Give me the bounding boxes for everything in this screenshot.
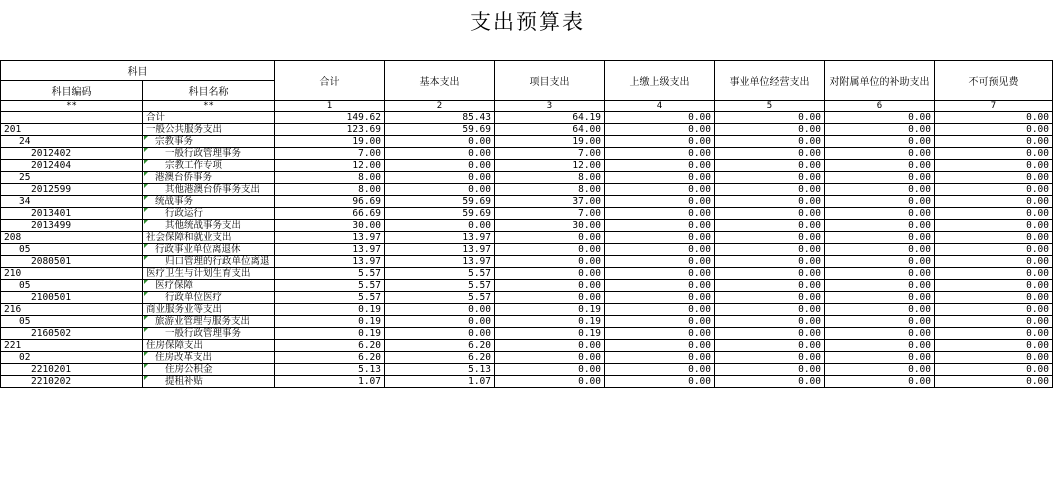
table-row bbox=[1, 352, 1053, 364]
subsidy-value-cell: 0.00 bbox=[825, 304, 935, 316]
total-value-cell: 5.13 bbox=[275, 364, 385, 376]
column-mark: 6 bbox=[825, 101, 935, 112]
business-value-cell: 0.00 bbox=[715, 112, 825, 124]
subject-code-cell: 221 bbox=[1, 340, 143, 352]
subject-name-cell: 商业服务业等支出 bbox=[143, 304, 275, 316]
subsidy-value-cell: 0.00 bbox=[825, 364, 935, 376]
total-value-cell: 8.00 bbox=[275, 172, 385, 184]
column-mark: 2 bbox=[385, 101, 495, 112]
budget-table bbox=[0, 60, 1053, 388]
subject-name-cell: 其他港澳台侨事务支出 bbox=[143, 184, 275, 196]
subject-code-cell: 216 bbox=[1, 304, 143, 316]
header-subsidy: 对附属单位的补助支出 bbox=[825, 61, 935, 101]
upper-value-cell: 0.00 bbox=[605, 352, 715, 364]
column-mark: 1 bbox=[275, 101, 385, 112]
upper-value-cell: 0.00 bbox=[605, 244, 715, 256]
header-subject-name: 科目名称 bbox=[143, 81, 275, 101]
business-value-cell: 0.00 bbox=[715, 220, 825, 232]
total-value-cell: 12.00 bbox=[275, 160, 385, 172]
business-value-cell: 0.00 bbox=[715, 340, 825, 352]
project-value-cell: 0.00 bbox=[495, 364, 605, 376]
subject-code-cell: 2013401 bbox=[1, 208, 143, 220]
table-row bbox=[1, 184, 1053, 196]
upper-value-cell: 0.00 bbox=[605, 112, 715, 124]
basic-value-cell: 6.20 bbox=[385, 352, 495, 364]
basic-value-cell: 5.57 bbox=[385, 292, 495, 304]
business-value-cell: 0.00 bbox=[715, 364, 825, 376]
reserve-value-cell: 0.00 bbox=[935, 244, 1053, 256]
table-row bbox=[1, 136, 1053, 148]
table-row bbox=[1, 232, 1053, 244]
reserve-value-cell: 0.00 bbox=[935, 112, 1053, 124]
basic-value-cell: 0.00 bbox=[385, 136, 495, 148]
project-value-cell: 0.19 bbox=[495, 316, 605, 328]
total-value-cell: 13.97 bbox=[275, 244, 385, 256]
header-total: 合计 bbox=[275, 61, 385, 101]
upper-value-cell: 0.00 bbox=[605, 208, 715, 220]
subject-name-cell: 宗教事务 bbox=[143, 136, 275, 148]
subject-code-cell: 05 bbox=[1, 244, 143, 256]
subject-name-cell: 一般行政管理事务 bbox=[143, 328, 275, 340]
subject-code-cell: 2012599 bbox=[1, 184, 143, 196]
business-value-cell: 0.00 bbox=[715, 172, 825, 184]
business-value-cell: 0.00 bbox=[715, 196, 825, 208]
upper-value-cell: 0.00 bbox=[605, 148, 715, 160]
table-row bbox=[1, 112, 1053, 124]
upper-value-cell: 0.00 bbox=[605, 232, 715, 244]
basic-value-cell: 0.00 bbox=[385, 148, 495, 160]
subject-name-cell: 旅游业管理与服务支出 bbox=[143, 316, 275, 328]
table-row bbox=[1, 316, 1053, 328]
total-value-cell: 13.97 bbox=[275, 232, 385, 244]
business-value-cell: 0.00 bbox=[715, 136, 825, 148]
subsidy-value-cell: 0.00 bbox=[825, 244, 935, 256]
business-value-cell: 0.00 bbox=[715, 208, 825, 220]
reserve-value-cell: 0.00 bbox=[935, 280, 1053, 292]
reserve-value-cell: 0.00 bbox=[935, 316, 1053, 328]
basic-value-cell: 0.00 bbox=[385, 220, 495, 232]
total-value-cell: 13.97 bbox=[275, 256, 385, 268]
project-value-cell: 64.00 bbox=[495, 124, 605, 136]
column-mark: ** bbox=[1, 101, 143, 112]
total-value-cell: 149.62 bbox=[275, 112, 385, 124]
subsidy-value-cell: 0.00 bbox=[825, 268, 935, 280]
project-value-cell: 0.00 bbox=[495, 376, 605, 388]
project-value-cell: 7.00 bbox=[495, 208, 605, 220]
basic-value-cell: 59.69 bbox=[385, 208, 495, 220]
basic-value-cell: 59.69 bbox=[385, 124, 495, 136]
header-business: 事业单位经营支出 bbox=[715, 61, 825, 101]
basic-value-cell: 0.00 bbox=[385, 160, 495, 172]
subsidy-value-cell: 0.00 bbox=[825, 328, 935, 340]
subject-code-cell: 210 bbox=[1, 268, 143, 280]
reserve-value-cell: 0.00 bbox=[935, 328, 1053, 340]
project-value-cell: 8.00 bbox=[495, 172, 605, 184]
upper-value-cell: 0.00 bbox=[605, 340, 715, 352]
project-value-cell: 0.00 bbox=[495, 256, 605, 268]
header-upper: 上缴上级支出 bbox=[605, 61, 715, 101]
total-value-cell: 30.00 bbox=[275, 220, 385, 232]
subject-code-cell: 2160502 bbox=[1, 328, 143, 340]
reserve-value-cell: 0.00 bbox=[935, 220, 1053, 232]
project-value-cell: 7.00 bbox=[495, 148, 605, 160]
business-value-cell: 0.00 bbox=[715, 232, 825, 244]
reserve-value-cell: 0.00 bbox=[935, 160, 1053, 172]
reserve-value-cell: 0.00 bbox=[935, 352, 1053, 364]
table-row bbox=[1, 196, 1053, 208]
subsidy-value-cell: 0.00 bbox=[825, 376, 935, 388]
business-value-cell: 0.00 bbox=[715, 160, 825, 172]
project-value-cell: 0.00 bbox=[495, 280, 605, 292]
header-subject-group: 科目 bbox=[1, 61, 275, 81]
project-value-cell: 0.00 bbox=[495, 268, 605, 280]
header-reserve: 不可预见费 bbox=[935, 61, 1053, 101]
total-value-cell: 0.19 bbox=[275, 328, 385, 340]
basic-value-cell: 85.43 bbox=[385, 112, 495, 124]
table-row bbox=[1, 328, 1053, 340]
subsidy-value-cell: 0.00 bbox=[825, 292, 935, 304]
basic-value-cell: 13.97 bbox=[385, 232, 495, 244]
subject-name-cell: 医疗卫生与计划生育支出 bbox=[143, 268, 275, 280]
subject-code-cell: 2080501 bbox=[1, 256, 143, 268]
subject-name-cell: 其他统战事务支出 bbox=[143, 220, 275, 232]
upper-value-cell: 0.00 bbox=[605, 292, 715, 304]
total-value-cell: 5.57 bbox=[275, 280, 385, 292]
reserve-value-cell: 0.00 bbox=[935, 232, 1053, 244]
project-value-cell: 8.00 bbox=[495, 184, 605, 196]
subsidy-value-cell: 0.00 bbox=[825, 136, 935, 148]
subsidy-value-cell: 0.00 bbox=[825, 196, 935, 208]
subject-code-cell: 02 bbox=[1, 352, 143, 364]
subject-name-cell: 提租补贴 bbox=[143, 376, 275, 388]
subject-code-cell: 05 bbox=[1, 316, 143, 328]
subject-name-cell: 统战事务 bbox=[143, 196, 275, 208]
subject-code-cell: 2013499 bbox=[1, 220, 143, 232]
basic-value-cell: 5.57 bbox=[385, 268, 495, 280]
table-row bbox=[1, 292, 1053, 304]
business-value-cell: 0.00 bbox=[715, 148, 825, 160]
upper-value-cell: 0.00 bbox=[605, 256, 715, 268]
table-row bbox=[1, 340, 1053, 352]
subsidy-value-cell: 0.00 bbox=[825, 184, 935, 196]
upper-value-cell: 0.00 bbox=[605, 364, 715, 376]
reserve-value-cell: 0.00 bbox=[935, 364, 1053, 376]
column-index-row bbox=[1, 101, 1053, 112]
table-body bbox=[1, 112, 1053, 388]
subject-name-cell: 医疗保障 bbox=[143, 280, 275, 292]
business-value-cell: 0.00 bbox=[715, 376, 825, 388]
business-value-cell: 0.00 bbox=[715, 328, 825, 340]
table-row bbox=[1, 376, 1053, 388]
subject-name-cell: 社会保障和就业支出 bbox=[143, 232, 275, 244]
basic-value-cell: 0.00 bbox=[385, 184, 495, 196]
upper-value-cell: 0.00 bbox=[605, 124, 715, 136]
reserve-value-cell: 0.00 bbox=[935, 376, 1053, 388]
subsidy-value-cell: 0.00 bbox=[825, 148, 935, 160]
project-value-cell: 0.19 bbox=[495, 328, 605, 340]
project-value-cell: 0.19 bbox=[495, 304, 605, 316]
upper-value-cell: 0.00 bbox=[605, 220, 715, 232]
subject-code-cell: 208 bbox=[1, 232, 143, 244]
basic-value-cell: 1.07 bbox=[385, 376, 495, 388]
table-row bbox=[1, 220, 1053, 232]
subsidy-value-cell: 0.00 bbox=[825, 340, 935, 352]
table-row bbox=[1, 172, 1053, 184]
upper-value-cell: 0.00 bbox=[605, 316, 715, 328]
table-row bbox=[1, 280, 1053, 292]
reserve-value-cell: 0.00 bbox=[935, 148, 1053, 160]
upper-value-cell: 0.00 bbox=[605, 172, 715, 184]
business-value-cell: 0.00 bbox=[715, 268, 825, 280]
subject-code-cell: 2210202 bbox=[1, 376, 143, 388]
subject-code-cell bbox=[1, 112, 143, 124]
subject-code-cell: 34 bbox=[1, 196, 143, 208]
subject-code-cell: 2012404 bbox=[1, 160, 143, 172]
basic-value-cell: 0.00 bbox=[385, 304, 495, 316]
table-row bbox=[1, 148, 1053, 160]
upper-value-cell: 0.00 bbox=[605, 160, 715, 172]
table-row bbox=[1, 268, 1053, 280]
subsidy-value-cell: 0.00 bbox=[825, 208, 935, 220]
basic-value-cell: 5.13 bbox=[385, 364, 495, 376]
reserve-value-cell: 0.00 bbox=[935, 124, 1053, 136]
basic-value-cell: 13.97 bbox=[385, 244, 495, 256]
column-mark: 3 bbox=[495, 101, 605, 112]
subject-code-cell: 2210201 bbox=[1, 364, 143, 376]
table-row bbox=[1, 124, 1053, 136]
total-value-cell: 8.00 bbox=[275, 184, 385, 196]
reserve-value-cell: 0.00 bbox=[935, 256, 1053, 268]
total-value-cell: 1.07 bbox=[275, 376, 385, 388]
project-value-cell: 0.00 bbox=[495, 244, 605, 256]
total-value-cell: 5.57 bbox=[275, 292, 385, 304]
total-value-cell: 96.69 bbox=[275, 196, 385, 208]
upper-value-cell: 0.00 bbox=[605, 196, 715, 208]
total-value-cell: 19.00 bbox=[275, 136, 385, 148]
subject-code-cell: 24 bbox=[1, 136, 143, 148]
upper-value-cell: 0.00 bbox=[605, 304, 715, 316]
reserve-value-cell: 0.00 bbox=[935, 196, 1053, 208]
total-value-cell: 0.19 bbox=[275, 304, 385, 316]
project-value-cell: 0.00 bbox=[495, 292, 605, 304]
subsidy-value-cell: 0.00 bbox=[825, 220, 935, 232]
basic-value-cell: 0.00 bbox=[385, 316, 495, 328]
total-value-cell: 0.19 bbox=[275, 316, 385, 328]
total-value-cell: 7.00 bbox=[275, 148, 385, 160]
subject-code-cell: 2012402 bbox=[1, 148, 143, 160]
upper-value-cell: 0.00 bbox=[605, 328, 715, 340]
column-mark: 7 bbox=[935, 101, 1053, 112]
subject-name-cell: 行政事业单位离退休 bbox=[143, 244, 275, 256]
table-row bbox=[1, 244, 1053, 256]
table-row bbox=[1, 304, 1053, 316]
total-value-cell: 6.20 bbox=[275, 352, 385, 364]
subject-name-cell: 一般公共服务支出 bbox=[143, 124, 275, 136]
reserve-value-cell: 0.00 bbox=[935, 208, 1053, 220]
reserve-value-cell: 0.00 bbox=[935, 184, 1053, 196]
subject-name-cell: 住房改革支出 bbox=[143, 352, 275, 364]
subject-name-cell: 行政运行 bbox=[143, 208, 275, 220]
project-value-cell: 19.00 bbox=[495, 136, 605, 148]
project-value-cell: 64.19 bbox=[495, 112, 605, 124]
subsidy-value-cell: 0.00 bbox=[825, 124, 935, 136]
business-value-cell: 0.00 bbox=[715, 316, 825, 328]
business-value-cell: 0.00 bbox=[715, 304, 825, 316]
subsidy-value-cell: 0.00 bbox=[825, 316, 935, 328]
reserve-value-cell: 0.00 bbox=[935, 292, 1053, 304]
subject-name-cell: 港澳台侨事务 bbox=[143, 172, 275, 184]
subject-code-cell: 2100501 bbox=[1, 292, 143, 304]
reserve-value-cell: 0.00 bbox=[935, 304, 1053, 316]
reserve-value-cell: 0.00 bbox=[935, 136, 1053, 148]
total-value-cell: 66.69 bbox=[275, 208, 385, 220]
reserve-value-cell: 0.00 bbox=[935, 268, 1053, 280]
table-row bbox=[1, 364, 1053, 376]
subsidy-value-cell: 0.00 bbox=[825, 352, 935, 364]
subsidy-value-cell: 0.00 bbox=[825, 172, 935, 184]
subject-name-cell: 合计 bbox=[143, 112, 275, 124]
basic-value-cell: 5.57 bbox=[385, 280, 495, 292]
business-value-cell: 0.00 bbox=[715, 352, 825, 364]
header-subject-code: 科目编码 bbox=[1, 81, 143, 101]
reserve-value-cell: 0.00 bbox=[935, 172, 1053, 184]
basic-value-cell: 13.97 bbox=[385, 256, 495, 268]
table-row bbox=[1, 160, 1053, 172]
table-row bbox=[1, 256, 1053, 268]
project-value-cell: 37.00 bbox=[495, 196, 605, 208]
business-value-cell: 0.00 bbox=[715, 184, 825, 196]
basic-value-cell: 0.00 bbox=[385, 328, 495, 340]
subsidy-value-cell: 0.00 bbox=[825, 256, 935, 268]
business-value-cell: 0.00 bbox=[715, 256, 825, 268]
upper-value-cell: 0.00 bbox=[605, 376, 715, 388]
upper-value-cell: 0.00 bbox=[605, 184, 715, 196]
subsidy-value-cell: 0.00 bbox=[825, 280, 935, 292]
total-value-cell: 123.69 bbox=[275, 124, 385, 136]
subsidy-value-cell: 0.00 bbox=[825, 112, 935, 124]
column-mark: 5 bbox=[715, 101, 825, 112]
page-title: 支出预算表 bbox=[470, 10, 585, 34]
project-value-cell: 0.00 bbox=[495, 352, 605, 364]
basic-value-cell: 59.69 bbox=[385, 196, 495, 208]
project-value-cell: 0.00 bbox=[495, 232, 605, 244]
upper-value-cell: 0.00 bbox=[605, 280, 715, 292]
header-basic: 基本支出 bbox=[385, 61, 495, 101]
project-value-cell: 12.00 bbox=[495, 160, 605, 172]
project-value-cell: 30.00 bbox=[495, 220, 605, 232]
table-row bbox=[1, 208, 1053, 220]
upper-value-cell: 0.00 bbox=[605, 136, 715, 148]
business-value-cell: 0.00 bbox=[715, 280, 825, 292]
subject-name-cell: 行政单位医疗 bbox=[143, 292, 275, 304]
subject-name-cell: 一般行政管理事务 bbox=[143, 148, 275, 160]
subject-name-cell: 归口管理的行政单位离退 bbox=[143, 256, 275, 268]
basic-value-cell: 6.20 bbox=[385, 340, 495, 352]
subject-name-cell: 住房保障支出 bbox=[143, 340, 275, 352]
total-value-cell: 6.20 bbox=[275, 340, 385, 352]
business-value-cell: 0.00 bbox=[715, 244, 825, 256]
subject-code-cell: 05 bbox=[1, 280, 143, 292]
subject-name-cell: 住房公积金 bbox=[143, 364, 275, 376]
total-value-cell: 5.57 bbox=[275, 268, 385, 280]
subject-code-cell: 25 bbox=[1, 172, 143, 184]
business-value-cell: 0.00 bbox=[715, 292, 825, 304]
reserve-value-cell: 0.00 bbox=[935, 340, 1053, 352]
subject-name-cell: 宗教工作专项 bbox=[143, 160, 275, 172]
column-mark: 4 bbox=[605, 101, 715, 112]
business-value-cell: 0.00 bbox=[715, 124, 825, 136]
basic-value-cell: 0.00 bbox=[385, 172, 495, 184]
project-value-cell: 0.00 bbox=[495, 340, 605, 352]
subsidy-value-cell: 0.00 bbox=[825, 160, 935, 172]
upper-value-cell: 0.00 bbox=[605, 268, 715, 280]
subsidy-value-cell: 0.00 bbox=[825, 232, 935, 244]
subject-code-cell: 201 bbox=[1, 124, 143, 136]
header-project: 项目支出 bbox=[495, 61, 605, 101]
column-mark: ** bbox=[143, 101, 275, 112]
